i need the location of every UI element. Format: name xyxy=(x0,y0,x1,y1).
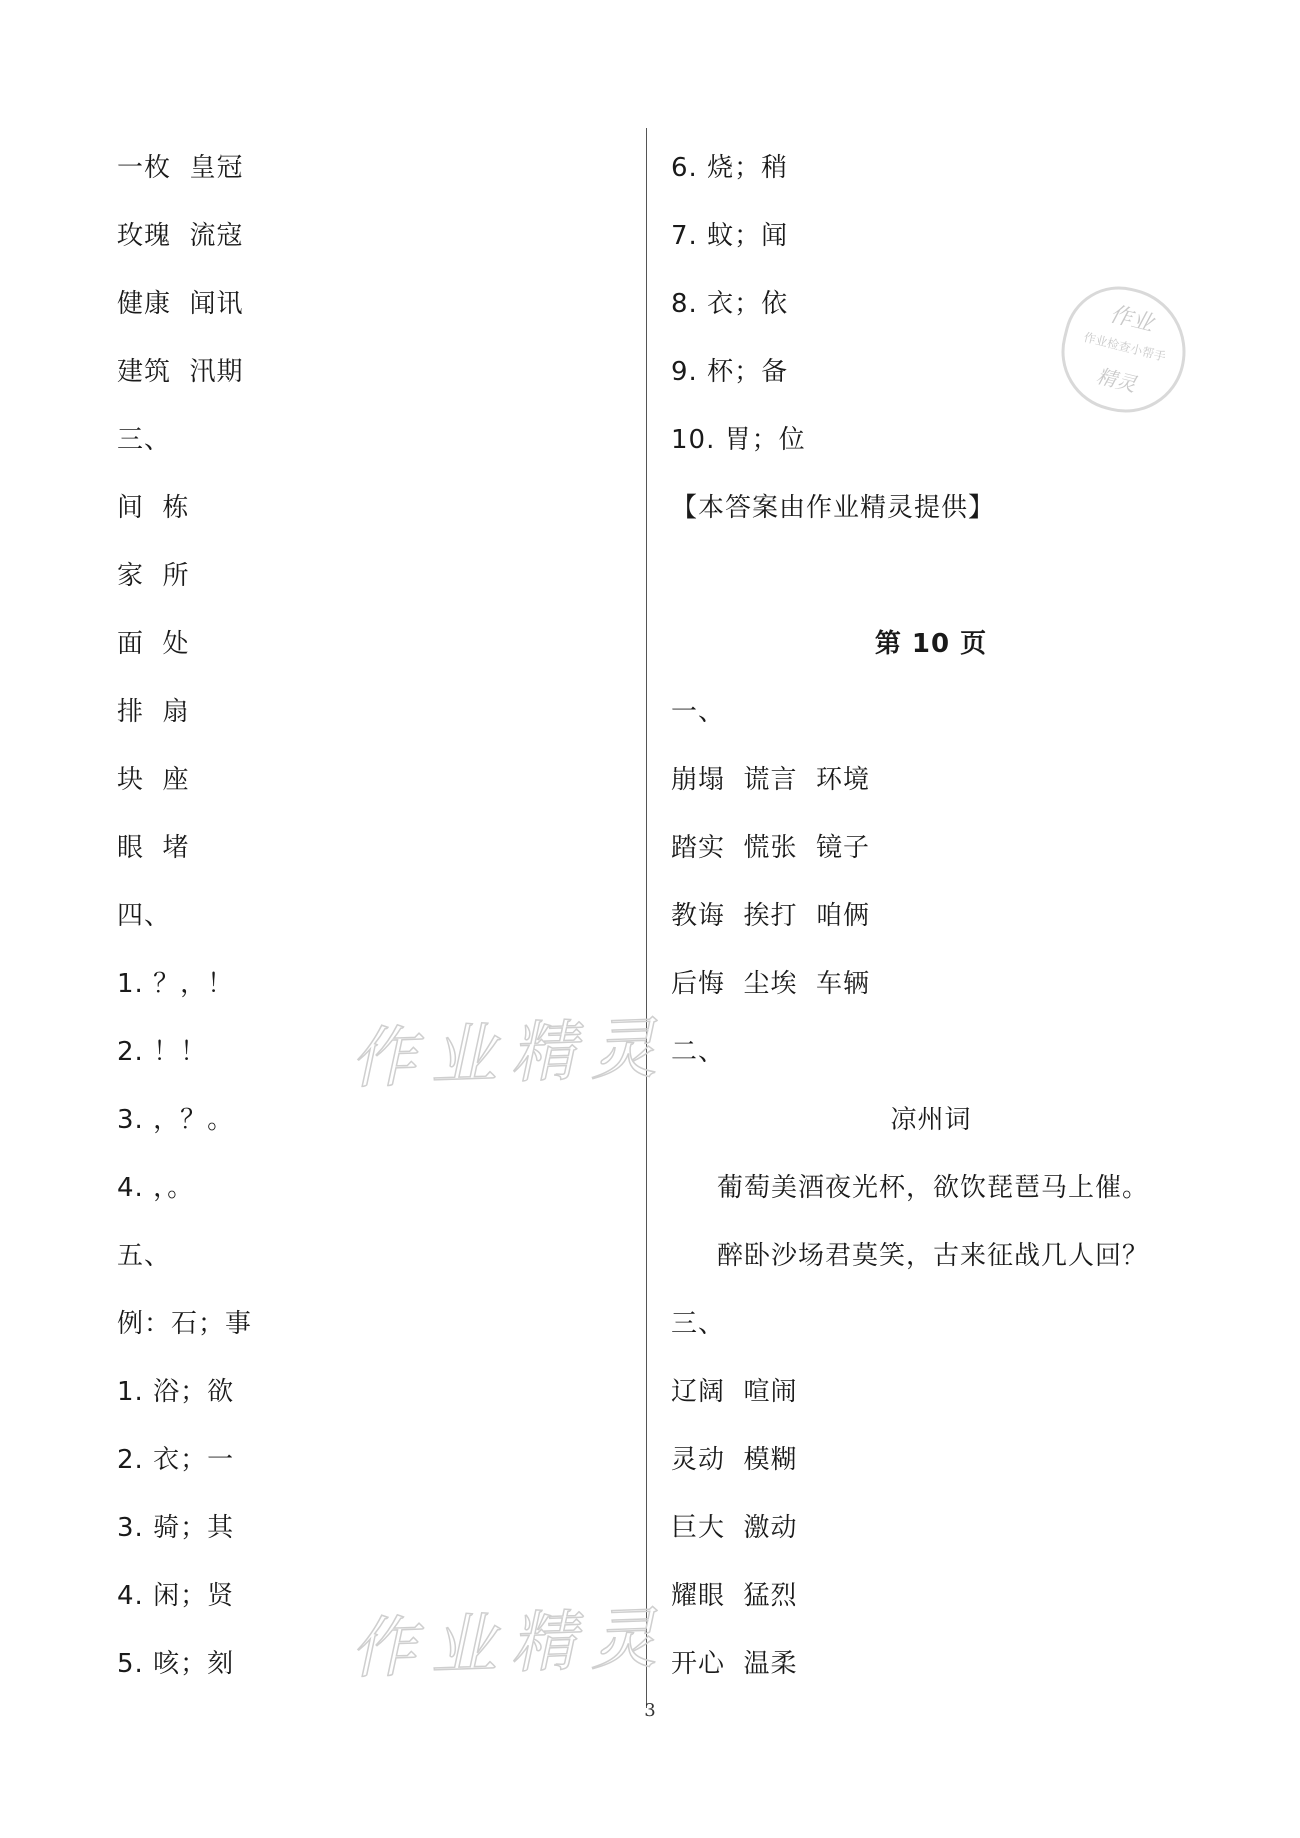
stamp-logo xyxy=(1049,275,1199,425)
answer-line: 9. 杯；备 xyxy=(671,357,789,387)
section-label: 三、 xyxy=(117,425,172,455)
page-heading: 第 10 页 xyxy=(874,629,988,659)
answer-line: 1. ？，！ xyxy=(117,969,235,999)
answer-line: 2. 衣；一 xyxy=(117,1445,235,1475)
answer-line: 一枚 皇冠 xyxy=(117,153,244,183)
section-label: 三、 xyxy=(671,1309,726,1339)
answer-line: 1. 浴；欲 xyxy=(117,1377,235,1407)
answer-line: 块 座 xyxy=(117,765,190,795)
answer-line: 例：石；事 xyxy=(117,1309,253,1339)
answer-line: 7. 蚊；闻 xyxy=(671,221,789,251)
stamp-text: 作业检查小帮手 xyxy=(1082,330,1168,365)
answer-line: 辽阔 喧闹 xyxy=(671,1377,798,1407)
answer-line: 2. ！！ xyxy=(117,1037,208,1067)
answer-line: 8. 衣；依 xyxy=(671,289,789,319)
answer-line: 3. 骑；其 xyxy=(117,1513,235,1543)
answer-line: 间 栋 xyxy=(117,493,190,523)
watermark: 作业精灵 xyxy=(348,1009,672,1098)
answer-line: 5. 咳；刻 xyxy=(117,1649,235,1679)
answer-line: 玫瑰 流寇 xyxy=(117,221,244,251)
section-label: 五、 xyxy=(117,1241,172,1271)
answer-line: 3. ，？。 xyxy=(117,1105,235,1135)
section-label: 二、 xyxy=(671,1037,726,1067)
section-label: 四、 xyxy=(117,901,172,931)
answer-line: 教诲 挨打 咱俩 xyxy=(671,901,871,931)
answer-line: 6. 烧；稍 xyxy=(671,153,789,183)
answer-line: 崩塌 谎言 环境 xyxy=(671,765,871,795)
answer-line: 4. ，。 xyxy=(117,1173,195,1203)
stamp-text: 作业 xyxy=(1107,301,1156,337)
answer-line: 健康 闻讯 xyxy=(117,289,244,319)
column-divider xyxy=(646,128,647,1708)
answer-line: 排 扇 xyxy=(117,697,190,727)
answer-line: 建筑 汛期 xyxy=(117,357,244,387)
answer-line: 踏实 慌张 镜子 xyxy=(671,833,871,863)
answer-line: 灵动 模糊 xyxy=(671,1445,798,1475)
section-label: 一、 xyxy=(671,697,726,727)
answer-source-note: 【本答案由作业精灵提供】 xyxy=(671,493,996,523)
answer-line: 巨大 激动 xyxy=(671,1513,798,1543)
answer-line: 眼 堵 xyxy=(117,833,190,863)
poem-title: 凉州词 xyxy=(890,1105,972,1135)
answer-line: 家 所 xyxy=(117,561,190,591)
answer-line: 开心 温柔 xyxy=(671,1649,798,1679)
answer-line: 后悔 尘埃 车辆 xyxy=(671,969,871,999)
poem-line: 醉卧沙场君莫笑，古来征战几人回？ xyxy=(717,1241,1150,1271)
poem-line: 葡萄美酒夜光杯，欲饮琵琶马上催。 xyxy=(717,1173,1150,1203)
page-number: 3 xyxy=(644,1700,656,1721)
answer-line: 4. 闲；贤 xyxy=(117,1581,235,1611)
answer-line: 耀眼 猛烈 xyxy=(671,1581,798,1611)
stamp-text: 精灵 xyxy=(1094,363,1139,397)
answer-line: 面 处 xyxy=(117,629,190,659)
watermark: 作业精灵 xyxy=(348,1599,672,1688)
answer-line: 10. 胃；位 xyxy=(671,425,806,455)
